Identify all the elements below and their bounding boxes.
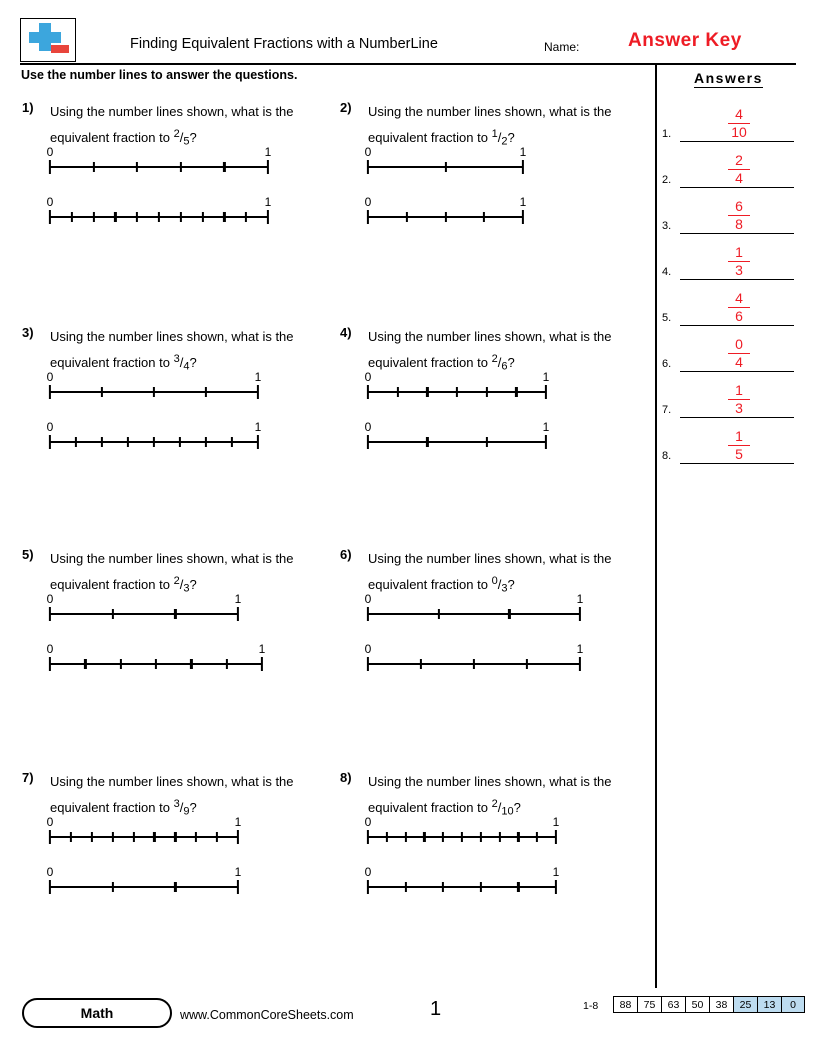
numberline-tick — [136, 212, 138, 222]
answer-row — [662, 188, 794, 234]
numberline-tick — [367, 880, 369, 894]
numberline-start-label: 0 — [46, 815, 54, 829]
numberline-tick — [406, 212, 408, 222]
question-text: Using the number lines shown, what is the equivalent fraction to $^0/_3$? — [368, 547, 640, 599]
numberline-start-label: 0 — [46, 145, 54, 159]
numberline-tick — [257, 385, 259, 399]
numberline-start-label: 0 — [364, 592, 372, 606]
numberline-start-label: 0 — [46, 865, 54, 879]
numberline-tick — [127, 437, 129, 447]
numberline-tick — [257, 435, 259, 449]
numberline-bar — [368, 886, 556, 888]
question-number: 3) — [22, 325, 34, 340]
fraction-numerator: 2 — [491, 798, 498, 811]
numberline-tick — [526, 659, 528, 669]
answer-denominator: 4 — [735, 354, 743, 371]
numberline-bar — [368, 441, 546, 443]
numberline-tick — [179, 437, 181, 447]
fraction-slash: / — [497, 799, 502, 815]
numberline-tick — [174, 882, 176, 892]
numberline-end-label: 1 — [258, 642, 266, 656]
numberline-start-label: 0 — [364, 420, 372, 434]
numberline-start-label: 0 — [46, 642, 54, 656]
numberline-end-label: 1 — [264, 145, 272, 159]
numberline-tick — [237, 880, 239, 894]
numberline-tick — [49, 830, 51, 844]
numberline-tick — [420, 659, 422, 669]
numberline-tick — [112, 832, 114, 842]
answer-fraction — [714, 199, 764, 232]
numberline-tick — [158, 212, 160, 222]
numberline-tick — [367, 607, 369, 621]
numberline-tick — [174, 609, 176, 619]
answer-index: 5. — [662, 312, 672, 324]
question-text: Using the number lines shown, what is the equivalent fraction to $^3/_4$? — [50, 325, 322, 377]
fraction-denominator: 6 — [501, 360, 508, 373]
fraction-denominator: 9 — [183, 805, 190, 818]
answer-index: 6. — [662, 358, 672, 370]
answer-row — [662, 326, 794, 372]
numberline-tick — [423, 832, 425, 842]
question-fraction — [174, 571, 190, 599]
name-label: Name: — [544, 40, 580, 54]
numberline-start-label: 0 — [364, 195, 372, 209]
answer-index: 2. — [662, 174, 672, 186]
fraction-slash: / — [497, 129, 502, 145]
numberline-tick — [367, 830, 369, 844]
numberline-tick — [499, 832, 501, 842]
numberline-tick — [261, 657, 263, 671]
numberline-tick — [486, 387, 488, 397]
answer-numerator: 1 — [735, 428, 743, 445]
numberline-start-label: 0 — [46, 592, 54, 606]
answer-denominator: 3 — [735, 262, 743, 279]
numberline-tick — [136, 162, 138, 172]
numberline-end-label: 1 — [254, 370, 262, 384]
numberline-end-label: 1 — [552, 815, 560, 829]
numberline-tick — [483, 212, 485, 222]
numberline-tick — [93, 212, 95, 222]
answer-index: 7. — [662, 404, 672, 416]
answer-row — [662, 372, 794, 418]
numberline-end-label: 1 — [552, 865, 560, 879]
numberline-start-label: 0 — [364, 145, 372, 159]
numberline-tick — [195, 832, 197, 842]
numberline-bar — [368, 613, 580, 615]
numberline-tick — [545, 435, 547, 449]
numberline-tick — [426, 437, 428, 447]
fraction-numerator: 3 — [173, 798, 180, 811]
answer-row — [662, 142, 794, 188]
answer-denominator: 10 — [731, 124, 747, 141]
answer-denominator: 8 — [735, 216, 743, 233]
answer-denominator: 5 — [735, 446, 743, 463]
numberline-tick — [101, 387, 103, 397]
answer-denominator: 6 — [735, 308, 743, 325]
score-box: 75 — [637, 996, 661, 1013]
fraction-denominator: 2 — [501, 135, 508, 148]
answer-denominator: 4 — [735, 170, 743, 187]
question-text: Using the number lines shown, what is the equivalent fraction to $^2/_5$? — [50, 100, 322, 152]
numberline-tick — [180, 162, 182, 172]
numberline-tick — [49, 880, 51, 894]
numberline-start-label: 0 — [46, 370, 54, 384]
answer-index: 3. — [662, 220, 672, 232]
question-fraction — [174, 124, 190, 152]
question-number: 5) — [22, 547, 34, 562]
answer-numerator: 2 — [735, 152, 743, 169]
numberline-tick — [444, 212, 446, 222]
page-header — [20, 18, 796, 62]
numberline-tick — [71, 212, 73, 222]
numberline-tick — [267, 160, 269, 174]
question-number: 1) — [22, 100, 34, 115]
numberline-tick — [442, 882, 444, 892]
numberline-tick — [456, 387, 458, 397]
numberline-tick — [555, 880, 557, 894]
numberline-tick — [202, 212, 204, 222]
numberline-end-label: 1 — [542, 370, 550, 384]
numberline-tick — [237, 607, 239, 621]
numberline-start-label: 0 — [364, 370, 372, 384]
numberline-tick — [367, 385, 369, 399]
numberline-tick — [93, 162, 95, 172]
numberline-end-label: 1 — [542, 420, 550, 434]
answer-numerator: 1 — [735, 244, 743, 261]
score-box: 38 — [709, 996, 733, 1013]
instructions-text: Use the number lines to answer the questions. — [21, 68, 298, 82]
score-box: 13 — [757, 996, 781, 1013]
numberline-tick — [49, 160, 51, 174]
numberline-tick — [367, 210, 369, 224]
numberline-end-label: 1 — [264, 195, 272, 209]
numberline-tick — [112, 609, 114, 619]
answer-fraction — [714, 153, 764, 186]
question-fraction — [492, 571, 508, 599]
numberline-tick — [367, 657, 369, 671]
numberline-tick — [517, 882, 519, 892]
fraction-slash: / — [179, 799, 184, 815]
subject-badge — [22, 998, 172, 1028]
answer-index: 8. — [662, 450, 672, 462]
answer-fraction — [714, 291, 764, 324]
answers-heading: Answers — [694, 70, 763, 86]
numberline-end-label: 1 — [254, 420, 262, 434]
website-url: www.CommonCoreSheets.com — [180, 1008, 354, 1022]
numberline-end-label: 1 — [234, 865, 242, 879]
question-number: 2) — [340, 100, 352, 115]
answer-row — [662, 234, 794, 280]
numberline-tick — [223, 212, 225, 222]
score-box: 88 — [613, 996, 637, 1013]
numberline-tick — [522, 210, 524, 224]
fraction-slash: / — [497, 576, 502, 592]
plus-dash-logo-icon — [20, 18, 76, 62]
numberline-tick — [367, 160, 369, 174]
numberline-tick — [155, 659, 157, 669]
question-number: 4) — [340, 325, 352, 340]
question-text: Using the number lines shown, what is the equivalent fraction to $^2/_3$? — [50, 547, 322, 599]
numberline-tick — [397, 387, 399, 397]
numberline-tick — [579, 657, 581, 671]
question-number: 8) — [340, 770, 352, 785]
score-box: 25 — [733, 996, 757, 1013]
numberline-bar — [50, 613, 238, 615]
numberline-tick — [114, 212, 116, 222]
score-range-label: 1-8 — [583, 1000, 599, 1012]
numberline-start-label: 0 — [364, 865, 372, 879]
logo-plus-horizontal — [29, 32, 61, 43]
numberline-tick — [49, 210, 51, 224]
answer-fraction — [714, 429, 764, 462]
numberline-bar — [50, 166, 268, 168]
numberline-tick — [84, 659, 86, 669]
numberline-end-label: 1 — [576, 642, 584, 656]
numberline-start-label: 0 — [46, 195, 54, 209]
question-fraction — [492, 349, 508, 377]
header-divider — [20, 63, 796, 65]
numberline-end-label: 1 — [519, 145, 527, 159]
numberline-tick — [75, 437, 77, 447]
score-scale — [613, 996, 805, 1013]
fraction-denominator: 4 — [183, 360, 190, 373]
fraction-denominator: 3 — [183, 582, 190, 595]
answer-row — [662, 418, 794, 464]
fraction-slash: / — [179, 129, 184, 145]
score-box: 63 — [661, 996, 685, 1013]
answer-numerator: 0 — [735, 336, 743, 353]
fraction-slash: / — [497, 354, 502, 370]
numberline-end-label: 1 — [234, 815, 242, 829]
numberline-tick — [461, 832, 463, 842]
numberline-tick — [180, 212, 182, 222]
page-number: 1 — [430, 998, 442, 1020]
numberline-tick — [515, 387, 517, 397]
question-fraction — [174, 349, 190, 377]
numberline-start-label: 0 — [364, 815, 372, 829]
numberline-start-label: 0 — [364, 642, 372, 656]
fraction-denominator: 10 — [501, 805, 514, 818]
numberline-tick — [267, 210, 269, 224]
fraction-numerator: 1 — [491, 128, 498, 141]
fraction-denominator: 5 — [183, 135, 190, 148]
numberline-tick — [405, 832, 407, 842]
answer-fraction — [714, 245, 764, 278]
answers-divider — [655, 63, 657, 988]
numberline-end-label: 1 — [234, 592, 242, 606]
answer-fraction — [714, 107, 764, 140]
question-text: Using the number lines shown, what is the equivalent fraction to $^2/_{10}$? — [368, 770, 640, 822]
logo-dash — [51, 45, 69, 53]
page-title: Finding Equivalent Fractions with a NumberLine — [130, 36, 438, 52]
answer-index: 1. — [662, 128, 672, 140]
numberline-tick — [231, 437, 233, 447]
numberline-tick — [153, 832, 155, 842]
numberline-tick — [480, 882, 482, 892]
numberline-tick — [522, 160, 524, 174]
answer-numerator: 4 — [735, 290, 743, 307]
numberline-tick — [579, 607, 581, 621]
numberline-tick — [480, 832, 482, 842]
numberline-tick — [486, 437, 488, 447]
fraction-numerator: 0 — [491, 575, 498, 588]
numberline-tick — [442, 832, 444, 842]
numberline-tick — [237, 830, 239, 844]
numberline-tick — [120, 659, 122, 669]
numberline-bar — [50, 836, 238, 838]
numberline-tick — [216, 832, 218, 842]
fraction-numerator: 2 — [173, 128, 180, 141]
numberline-tick — [49, 435, 51, 449]
answer-numerator: 4 — [735, 106, 743, 123]
numberline-tick — [386, 832, 388, 842]
numberline-tick — [174, 832, 176, 842]
score-box: 50 — [685, 996, 709, 1013]
numberline-tick — [91, 832, 93, 842]
numberline-tick — [112, 882, 114, 892]
question-fraction — [174, 794, 190, 822]
numberline-tick — [49, 385, 51, 399]
numberline-tick — [405, 882, 407, 892]
numberline-tick — [153, 437, 155, 447]
numberline-tick — [205, 437, 207, 447]
numberline-tick — [49, 657, 51, 671]
numberline-tick — [190, 659, 192, 669]
answer-numerator: 6 — [735, 198, 743, 215]
numberline-tick — [245, 212, 247, 222]
answer-index: 4. — [662, 266, 672, 278]
numberline-tick — [545, 385, 547, 399]
numberline-tick — [49, 607, 51, 621]
score-box: 0 — [781, 996, 805, 1013]
numberline-tick — [555, 830, 557, 844]
numberline-tick — [444, 162, 446, 172]
numberline-tick — [517, 832, 519, 842]
numberline-tick — [132, 832, 134, 842]
numberline-tick — [205, 387, 207, 397]
fraction-denominator: 3 — [501, 582, 508, 595]
answer-denominator: 3 — [735, 400, 743, 417]
numberline-start-label: 0 — [46, 420, 54, 434]
subject-label: Math — [80, 1005, 114, 1021]
question-text: Using the number lines shown, what is the equivalent fraction to $^1/_2$? — [368, 100, 640, 152]
numberline-tick — [473, 659, 475, 669]
answer-key-stamp: Answer Key — [628, 30, 742, 51]
answer-row — [662, 96, 794, 142]
answer-underline — [680, 463, 794, 465]
answer-fraction — [714, 337, 764, 370]
answer-fraction — [714, 383, 764, 416]
numberline-tick — [367, 435, 369, 449]
numberline-tick — [226, 659, 228, 669]
answer-row — [662, 280, 794, 326]
numberline-tick — [536, 832, 538, 842]
fraction-numerator: 2 — [173, 575, 180, 588]
fraction-slash: / — [179, 576, 184, 592]
numberline-tick — [101, 437, 103, 447]
numberline-tick — [70, 832, 72, 842]
numberline-tick — [153, 387, 155, 397]
question-fraction — [492, 794, 514, 822]
answer-numerator: 1 — [735, 382, 743, 399]
fraction-numerator: 2 — [491, 353, 498, 366]
numberline-end-label: 1 — [519, 195, 527, 209]
question-number: 7) — [22, 770, 34, 785]
numberline-tick — [438, 609, 440, 619]
question-text: Using the number lines shown, what is the equivalent fraction to $^3/_9$? — [50, 770, 322, 822]
question-fraction — [492, 124, 508, 152]
fraction-slash: / — [179, 354, 184, 370]
numberline-end-label: 1 — [576, 592, 584, 606]
question-number: 6) — [340, 547, 352, 562]
numberline-tick — [426, 387, 428, 397]
numberline-bar — [50, 886, 238, 888]
numberline-tick — [508, 609, 510, 619]
numberline-tick — [223, 162, 225, 172]
fraction-numerator: 3 — [173, 353, 180, 366]
question-text: Using the number lines shown, what is the equivalent fraction to $^2/_6$? — [368, 325, 640, 377]
